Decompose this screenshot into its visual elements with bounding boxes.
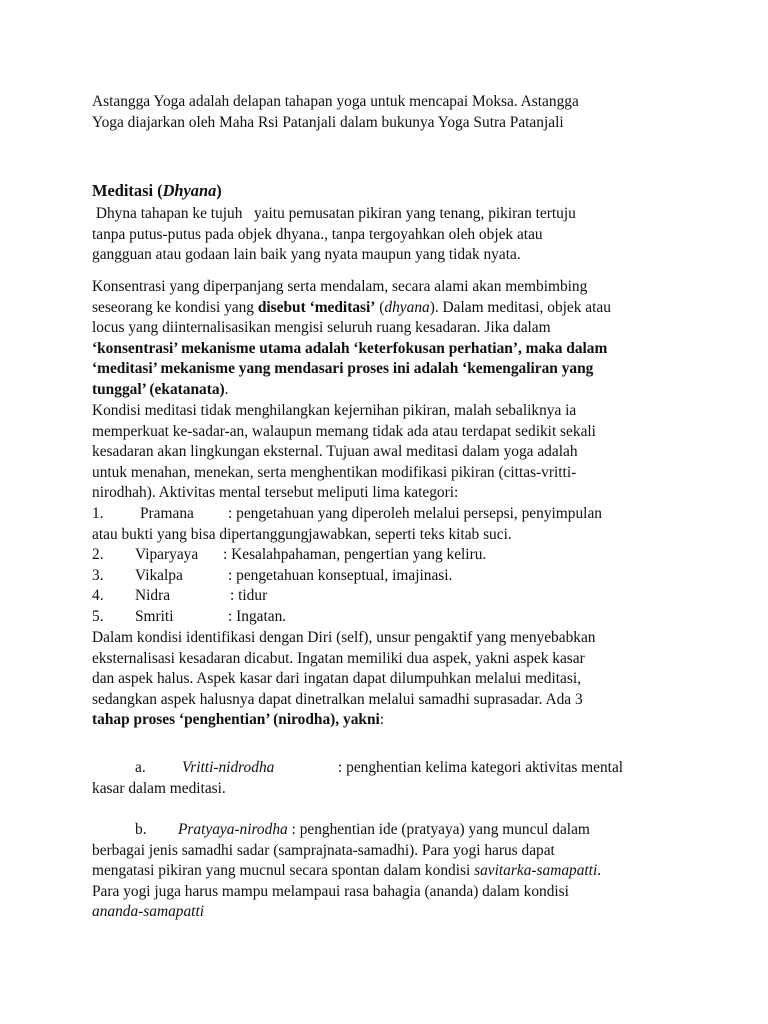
- list-term: Pramana: [140, 505, 194, 522]
- stage-letter: a.: [135, 759, 146, 776]
- list-term: Vikalpa: [135, 566, 183, 584]
- stage-continuation: kasar dalam meditasi.: [92, 779, 226, 797]
- paragraph-line: dan aspek halus. Aspek kasar dari ingatan dapat dilumpuhkan melalui meditasi,: [92, 670, 581, 688]
- list-term: Smriti: [135, 607, 174, 625]
- paragraph-line: Kondisi meditasi tidak menghilangkan kejernihan pikiran, malah sebaliknya ia: [92, 402, 577, 419]
- section-heading: [92, 181, 678, 201]
- paragraph-line: memperkuat ke-sadar-an, walaupun memang tidak ada atau terdapat sedikit sekali: [92, 422, 596, 440]
- paragraph-line: [92, 298, 678, 319]
- list-number: 2.: [92, 546, 104, 564]
- list-number: 3.: [92, 566, 104, 584]
- italic-run: ananda-samapatti: [92, 903, 205, 921]
- paragraph-line: Konsentrasi yang diperpanjang serta mendalam, secara alami akan membimbing: [92, 278, 588, 295]
- heading-italic: Dhyana: [162, 181, 217, 200]
- text-run: ). Dalam meditasi, objek atau: [429, 298, 611, 316]
- paragraph-dhyna: [92, 204, 678, 266]
- paragraph-line: untuk menahan, menekan, serta menghentikan modifikasi pikiran (cittas-vritti-: [92, 463, 577, 481]
- italic-run: savitarka-samapatti: [474, 862, 598, 880]
- text-run: .: [597, 862, 602, 880]
- list-desc: : tidur: [230, 587, 268, 605]
- paragraph-line: [92, 902, 678, 923]
- paragraph-line: eksternalisasi kesadaran dicabut. Ingatan memiliki dua aspek, yakni aspek kasar: [92, 649, 585, 667]
- paragraph-identifikasi: [92, 628, 678, 731]
- intro-line: Astangga Yoga adalah delapan tahapan yoga untuk mencapai Moksa. Astangga: [92, 93, 579, 110]
- list-term: Nidra: [135, 587, 171, 605]
- text-run: :: [379, 711, 385, 729]
- list-item: [92, 545, 678, 566]
- list-desc: : Kesalahpahaman, pengertian yang keliru.: [223, 546, 487, 564]
- stage-item: [92, 758, 678, 779]
- intro-paragraph: [92, 92, 678, 133]
- bold-run: tunggal’ (ekatanata): [92, 380, 225, 398]
- list-term: Viparyaya: [135, 546, 199, 564]
- list-number: 4.: [92, 587, 104, 605]
- heading-meditasi: [92, 181, 678, 201]
- text-run: (: [375, 298, 385, 316]
- paragraph-kondisi: [92, 401, 678, 504]
- intro-line: Yoga diajarkan oleh Maha Rsi Patanjali dalam bukunya Yoga Sutra Patanjali: [92, 113, 564, 131]
- list-number: 1.: [92, 505, 104, 522]
- italic-run: dhyana: [384, 298, 430, 316]
- paragraph-line: Dhyna tahapan ke tujuh yaitu pemusatan pikiran yang tenang, pikiran tertuju: [92, 205, 576, 222]
- paragraph-line: berbagai jenis samadhi sadar (samprajnata-samadhi). Para yogi harus dapat: [92, 841, 555, 859]
- paragraph-line: Dalam kondisi identifikasi dengan Diri (self), unsur pengaktif yang menyebabkan: [92, 629, 596, 646]
- paragraph-line: sedangkan aspek halusnya dapat dinetralkan melalui samadhi suprasadar. Ada 3: [92, 690, 583, 708]
- paragraph-line: ‘meditasi’ mekanisme yang mendasari proses ini adalah ‘kemengaliran yang: [92, 360, 594, 378]
- paragraph-line: Para yogi juga harus mampu melampaui rasa bahagia (ananda) dalam kondisi: [92, 882, 569, 900]
- list-desc: : pengetahuan yang diperoleh melalui persepsi, penyimpulan: [228, 505, 602, 522]
- heading-close: ): [216, 181, 222, 200]
- stage-desc: : penghentian ide (pratyaya) yang muncul dalam: [287, 821, 590, 838]
- paragraph-konsentrasi: [92, 277, 678, 401]
- text-run: mengatasi pikiran yang mucnul secara spontan dalam kondisi: [92, 862, 475, 880]
- list-number: 5.: [92, 607, 104, 625]
- list-continuation: atau bukti yang bisa dipertanggungjawabkan, seperti teks kitab suci.: [92, 525, 512, 543]
- paragraph-line: [92, 380, 678, 401]
- paragraph-line: [92, 710, 678, 731]
- stage-first-line: [178, 820, 678, 841]
- stage-item: [92, 820, 678, 841]
- stage-term: Vritti-nidrodha: [182, 759, 275, 776]
- stage-term: Pratyaya-nirodha: [178, 821, 288, 838]
- paragraph-line: ‘konsentrasi’ mekanisme utama adalah ‘keterfokusan perhatian’, maka dalam: [92, 339, 608, 357]
- paragraph-line: locus yang diinternalisasikan mengisi seluruh ruang kesadaran. Jika dalam: [92, 319, 551, 337]
- stage-letter: b.: [135, 821, 147, 838]
- bold-run: tahap proses ‘penghentian’ (nirodha), yakni: [92, 711, 380, 729]
- text-run: .: [224, 380, 229, 398]
- paragraph-line: kesadaran akan lingkungan eksternal. Tujuan awal meditasi dalam yoga adalah: [92, 443, 578, 461]
- list-item: [92, 607, 678, 628]
- paragraph-line: nirodhah). Aktivitas mental tersebut meliputi lima kategori:: [92, 484, 459, 502]
- category-list: [92, 504, 678, 628]
- text-run: seseorang ke kondisi yang: [92, 298, 258, 316]
- paragraph-line: gangguan atau godaan lain baik yang nyata maupun yang tidak nyata.: [92, 246, 521, 264]
- list-desc: : Ingatan.: [228, 607, 287, 625]
- paragraph-line: [92, 861, 678, 882]
- paragraph-line: tanpa putus-putus pada objek dhyana., tanpa tergoyahkan oleh objek atau: [92, 225, 543, 243]
- bold-run: disebut ‘meditasi’: [257, 298, 376, 316]
- stage-b: [92, 820, 678, 923]
- list-item: [92, 566, 678, 587]
- stage-desc: : penghentian kelima kategori aktivitas mental: [338, 759, 624, 776]
- heading-text: Meditasi (: [92, 181, 163, 200]
- stage-a: [92, 758, 678, 799]
- list-item: [92, 504, 678, 525]
- list-desc: : pengetahuan konseptual, imajinasi.: [228, 566, 453, 584]
- list-item: [92, 586, 678, 607]
